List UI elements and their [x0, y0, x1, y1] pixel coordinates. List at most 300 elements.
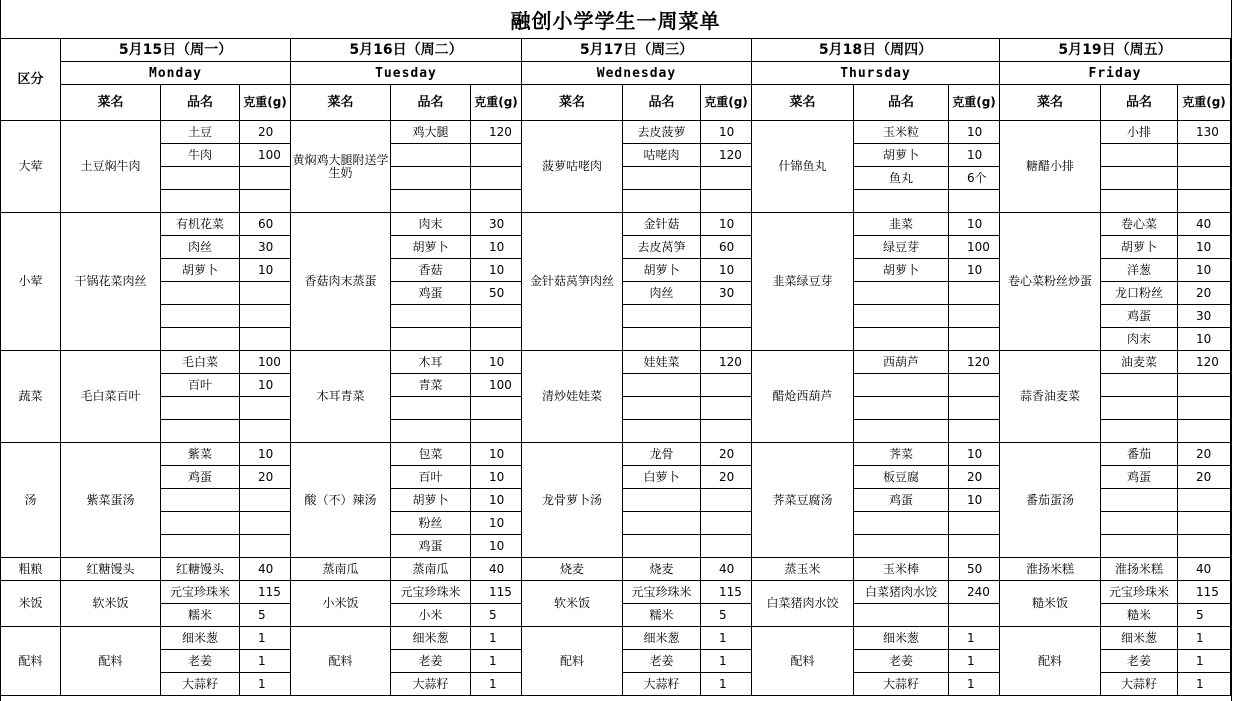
weight-cell: 10: [240, 443, 291, 466]
table-row: [1, 121, 1231, 144]
dish-name-header: 菜名: [752, 85, 854, 121]
weight-cell: [240, 535, 291, 558]
weight-cell: [240, 167, 291, 190]
weight-cell: [240, 397, 291, 420]
item-name-cell: [391, 420, 471, 443]
weight-cell: 1: [949, 673, 1000, 696]
weight-cell: 100: [949, 236, 1000, 259]
weight-cell: 40: [471, 558, 522, 581]
weight-cell: [949, 305, 1000, 328]
dish-name-cell: 酸（不）辣汤: [291, 443, 391, 558]
weight-cell: 50: [471, 282, 522, 305]
dish-name-cell: 配料: [291, 627, 391, 696]
item-name-header: 品名: [161, 85, 240, 121]
weight-cell: [471, 190, 522, 213]
item-name-cell: [161, 328, 240, 351]
item-name-cell: 肉丝: [161, 236, 240, 259]
weight-cell: 20: [1178, 282, 1231, 305]
item-name-cell: [1101, 512, 1178, 535]
item-name-cell: 木耳: [391, 351, 471, 374]
item-name-cell: [161, 420, 240, 443]
weight-cell: 40: [701, 558, 752, 581]
item-name-cell: 肉末: [1101, 328, 1178, 351]
item-name-cell: [623, 305, 701, 328]
item-name-cell: [854, 190, 949, 213]
weight-cell: 20: [240, 121, 291, 144]
weight-cell: 60: [701, 236, 752, 259]
item-name-cell: [161, 489, 240, 512]
item-name-cell: [854, 397, 949, 420]
weight-cell: 10: [1178, 236, 1231, 259]
item-name-cell: 细米葱: [854, 627, 949, 650]
item-name-cell: 土豆: [161, 121, 240, 144]
weight-cell: [1178, 167, 1231, 190]
weight-cell: 40: [240, 558, 291, 581]
weight-cell: [701, 489, 752, 512]
item-name-cell: [623, 167, 701, 190]
dish-name-cell: 干锅花菜肉丝: [61, 213, 161, 351]
weight-cell: [701, 190, 752, 213]
item-name-cell: 粉丝: [391, 512, 471, 535]
item-name-cell: 元宝珍珠米: [391, 581, 471, 604]
category-cell: 米饭: [1, 581, 61, 627]
item-name-cell: 韭菜: [854, 213, 949, 236]
item-name-cell: [623, 512, 701, 535]
weight-cell: [949, 604, 1000, 627]
item-name-cell: 绿豆芽: [854, 236, 949, 259]
weight-cell: 5: [240, 604, 291, 627]
weight-cell: 10: [1178, 259, 1231, 282]
item-name-cell: [1101, 167, 1178, 190]
weight-cell: [949, 420, 1000, 443]
weight-cell: [701, 305, 752, 328]
dish-name-header: 菜名: [1000, 85, 1101, 121]
category-cell: 大荤: [1, 121, 61, 213]
dish-name-cell: 荠菜豆腐汤: [752, 443, 854, 558]
weight-cell: 5: [471, 604, 522, 627]
dish-name-cell: 金针菇莴笋肉丝: [522, 213, 623, 351]
item-name-cell: [623, 535, 701, 558]
item-name-cell: 老姜: [854, 650, 949, 673]
weight-cell: 10: [701, 121, 752, 144]
weight-cell: 100: [240, 144, 291, 167]
item-name-cell: 胡萝卜: [854, 259, 949, 282]
category-cell: 配料: [1, 627, 61, 696]
item-name-cell: 老姜: [623, 650, 701, 673]
item-name-cell: [1101, 535, 1178, 558]
dish-name-cell: 配料: [61, 627, 161, 696]
day-date-header: 5月17日（周三）: [522, 39, 752, 62]
item-name-cell: 蒸南瓜: [391, 558, 471, 581]
weight-cell: [240, 190, 291, 213]
item-name-cell: [1101, 144, 1178, 167]
dish-name-cell: 配料: [522, 627, 623, 696]
item-name-cell: 烧麦: [623, 558, 701, 581]
weight-cell: 1: [240, 627, 291, 650]
item-name-cell: 胡萝卜: [1101, 236, 1178, 259]
weight-cell: 10: [471, 443, 522, 466]
dish-name-cell: 韭菜绿豆芽: [752, 213, 854, 351]
item-name-cell: [854, 328, 949, 351]
weight-cell: 10: [240, 374, 291, 397]
weight-cell: 120: [701, 144, 752, 167]
item-name-cell: 胡萝卜: [161, 259, 240, 282]
item-name-cell: 香菇: [391, 259, 471, 282]
item-name-cell: 板豆腐: [854, 466, 949, 489]
weight-cell: [949, 328, 1000, 351]
item-name-cell: [1101, 489, 1178, 512]
weight-cell: [1178, 397, 1231, 420]
category-cell: 粗粮: [1, 558, 61, 581]
dish-name-cell: 紫菜蛋汤: [61, 443, 161, 558]
weight-cell: 40: [1178, 558, 1231, 581]
weight-cell: 120: [471, 121, 522, 144]
weight-header: 克重(g): [240, 85, 291, 121]
item-name-cell: 鸡蛋: [1101, 305, 1178, 328]
item-name-cell: [854, 420, 949, 443]
item-name-cell: [391, 397, 471, 420]
dish-name-cell: 土豆焖牛肉: [61, 121, 161, 213]
dish-name-cell: 糙米饭: [1000, 581, 1101, 627]
item-name-cell: [391, 328, 471, 351]
category-cell: 小荤: [1, 213, 61, 351]
weight-header: 克重(g): [1178, 85, 1231, 121]
dish-name-cell: 卷心菜粉丝炒蛋: [1000, 213, 1101, 351]
item-name-cell: [161, 190, 240, 213]
item-name-cell: [623, 489, 701, 512]
item-name-cell: 元宝珍珠米: [623, 581, 701, 604]
dish-name-cell: 淮扬米糕: [1000, 558, 1101, 581]
dish-name-cell: 配料: [1000, 627, 1101, 696]
item-name-cell: [391, 144, 471, 167]
weight-cell: [471, 167, 522, 190]
weight-cell: [240, 328, 291, 351]
item-name-cell: [1101, 420, 1178, 443]
weight-cell: [1178, 512, 1231, 535]
weight-cell: 1: [240, 673, 291, 696]
weight-cell: 10: [471, 351, 522, 374]
weight-cell: 10: [701, 259, 752, 282]
weight-header: 克重(g): [949, 85, 1000, 121]
dish-name-cell: 蒸玉米: [752, 558, 854, 581]
weight-cell: 100: [240, 351, 291, 374]
item-name-cell: 鸡蛋: [391, 535, 471, 558]
weight-cell: 5: [1178, 604, 1231, 627]
item-name-cell: [854, 282, 949, 305]
weight-cell: [949, 190, 1000, 213]
weight-cell: [701, 512, 752, 535]
weight-cell: [701, 374, 752, 397]
weight-cell: 10: [471, 535, 522, 558]
weight-cell: 5: [701, 604, 752, 627]
dish-name-header: 菜名: [291, 85, 391, 121]
item-name-cell: 元宝珍珠米: [161, 581, 240, 604]
weight-cell: 115: [1178, 581, 1231, 604]
weight-cell: 240: [949, 581, 1000, 604]
dish-name-cell: 毛白菜百叶: [61, 351, 161, 443]
weight-cell: [701, 328, 752, 351]
weight-cell: 10: [949, 144, 1000, 167]
item-name-cell: [854, 374, 949, 397]
item-name-cell: 糯米: [161, 604, 240, 627]
weight-cell: 1: [949, 627, 1000, 650]
dish-name-cell: 清炒娃娃菜: [522, 351, 623, 443]
weight-cell: [240, 420, 291, 443]
dish-name-cell: 红糖馒头: [61, 558, 161, 581]
weight-cell: [1178, 489, 1231, 512]
day-date-header: 5月19日（周五）: [1000, 39, 1231, 62]
weight-cell: 1: [471, 650, 522, 673]
weight-cell: 20: [701, 443, 752, 466]
weight-cell: 120: [701, 351, 752, 374]
item-name-cell: 玉米棒: [854, 558, 949, 581]
weight-cell: [240, 305, 291, 328]
item-name-cell: 番茄: [1101, 443, 1178, 466]
weight-cell: [701, 420, 752, 443]
weight-cell: 20: [240, 466, 291, 489]
weight-cell: 6个: [949, 167, 1000, 190]
item-name-cell: 小排: [1101, 121, 1178, 144]
item-name-cell: 胡萝卜: [854, 144, 949, 167]
item-name-cell: 娃娃菜: [623, 351, 701, 374]
weight-cell: 1: [701, 650, 752, 673]
weight-cell: 30: [471, 213, 522, 236]
weight-cell: 1: [949, 650, 1000, 673]
item-name-cell: 荠菜: [854, 443, 949, 466]
item-name-cell: 糙米: [1101, 604, 1178, 627]
item-name-cell: 肉丝: [623, 282, 701, 305]
day-date-header: 5月16日（周二）: [291, 39, 522, 62]
weight-cell: 1: [701, 627, 752, 650]
item-name-cell: [623, 328, 701, 351]
weight-cell: [1178, 144, 1231, 167]
item-name-header: 品名: [623, 85, 701, 121]
day-english-header: Thursday: [752, 62, 1000, 85]
item-name-cell: 青菜: [391, 374, 471, 397]
dish-name-cell: 菠萝咕咾肉: [522, 121, 623, 213]
item-name-cell: 鱼丸: [854, 167, 949, 190]
item-name-cell: 细米葱: [1101, 627, 1178, 650]
item-name-cell: [1101, 190, 1178, 213]
item-name-cell: [623, 420, 701, 443]
item-name-cell: 鸡蛋: [161, 466, 240, 489]
item-name-cell: 肉末: [391, 213, 471, 236]
weight-cell: 10: [471, 466, 522, 489]
weight-cell: [471, 420, 522, 443]
weight-cell: [471, 397, 522, 420]
weight-cell: 10: [471, 489, 522, 512]
item-name-cell: 去皮菠萝: [623, 121, 701, 144]
weight-cell: 120: [949, 351, 1000, 374]
item-name-cell: [391, 167, 471, 190]
day-english-header: Tuesday: [291, 62, 522, 85]
item-name-cell: 鸡蛋: [1101, 466, 1178, 489]
table-row: [1, 443, 1231, 466]
item-name-cell: 西葫芦: [854, 351, 949, 374]
item-name-cell: [161, 282, 240, 305]
item-name-cell: 咕咾肉: [623, 144, 701, 167]
item-name-cell: 红糖馒头: [161, 558, 240, 581]
item-name-cell: 小米: [391, 604, 471, 627]
weight-cell: [701, 167, 752, 190]
item-name-cell: 细米葱: [623, 627, 701, 650]
item-name-cell: 老姜: [391, 650, 471, 673]
item-name-cell: 老姜: [1101, 650, 1178, 673]
item-name-cell: [161, 167, 240, 190]
item-name-cell: 洋葱: [1101, 259, 1178, 282]
sheet-right-border: [1231, 0, 1232, 701]
weight-cell: 60: [240, 213, 291, 236]
weekly-menu-table: [0, 38, 1231, 696]
dish-name-cell: 番茄蛋汤: [1000, 443, 1101, 558]
weight-cell: 20: [1178, 466, 1231, 489]
weight-cell: 10: [471, 236, 522, 259]
category-cell: 蔬菜: [1, 351, 61, 443]
item-name-cell: [854, 512, 949, 535]
item-name-cell: [1101, 374, 1178, 397]
item-name-cell: 鸡蛋: [854, 489, 949, 512]
weight-cell: 20: [701, 466, 752, 489]
item-name-cell: 胡萝卜: [623, 259, 701, 282]
weight-header: 克重(g): [471, 85, 522, 121]
weight-cell: [949, 282, 1000, 305]
item-name-cell: 紫菜: [161, 443, 240, 466]
weight-cell: 30: [240, 236, 291, 259]
item-name-cell: 淮扬米糕: [1101, 558, 1178, 581]
weight-cell: [949, 512, 1000, 535]
dish-name-cell: 香菇肉末蒸蛋: [291, 213, 391, 351]
category-cell: 汤: [1, 443, 61, 558]
item-name-cell: 大蒜籽: [623, 673, 701, 696]
item-name-cell: [854, 305, 949, 328]
weight-cell: [471, 305, 522, 328]
item-name-cell: 糯米: [623, 604, 701, 627]
dish-name-header: 菜名: [61, 85, 161, 121]
dish-name-cell: 软米饭: [61, 581, 161, 627]
item-name-cell: 细米葱: [161, 627, 240, 650]
weight-cell: [471, 328, 522, 351]
weight-cell: [240, 282, 291, 305]
item-name-cell: 油麦菜: [1101, 351, 1178, 374]
table-row: [1, 213, 1231, 236]
weight-cell: 130: [1178, 121, 1231, 144]
dish-name-cell: 龙骨萝卜汤: [522, 443, 623, 558]
item-name-cell: 鸡蛋: [391, 282, 471, 305]
weight-cell: [949, 374, 1000, 397]
dish-name-cell: 醋炝西葫芦: [752, 351, 854, 443]
page-title: 融创小学学生一周菜单: [510, 8, 721, 33]
weight-cell: [949, 397, 1000, 420]
item-name-cell: 百叶: [161, 374, 240, 397]
item-name-cell: [161, 512, 240, 535]
weight-cell: 1: [471, 673, 522, 696]
item-name-cell: 包菜: [391, 443, 471, 466]
table-row: [1, 627, 1231, 650]
item-name-cell: 胡萝卜: [391, 236, 471, 259]
item-name-cell: 卷心菜: [1101, 213, 1178, 236]
item-name-cell: 百叶: [391, 466, 471, 489]
weight-cell: 115: [701, 581, 752, 604]
item-name-cell: 鸡大腿: [391, 121, 471, 144]
item-name-cell: 大蒜籽: [391, 673, 471, 696]
dish-name-header: 菜名: [522, 85, 623, 121]
item-name-cell: [161, 305, 240, 328]
weight-cell: 10: [949, 121, 1000, 144]
item-name-cell: 白菜猪肉水饺: [854, 581, 949, 604]
day-english-header: Friday: [1000, 62, 1231, 85]
weight-cell: 1: [240, 650, 291, 673]
item-name-cell: 细米葱: [391, 627, 471, 650]
weight-cell: [701, 535, 752, 558]
day-english-header: Wednesday: [522, 62, 752, 85]
weight-cell: 10: [471, 259, 522, 282]
item-name-cell: [623, 374, 701, 397]
weight-cell: 1: [1178, 673, 1231, 696]
item-name-header: 品名: [391, 85, 471, 121]
weight-cell: [471, 144, 522, 167]
item-name-header: 品名: [854, 85, 949, 121]
weight-cell: 30: [1178, 305, 1231, 328]
table-row: [1, 558, 1231, 581]
item-name-cell: 毛白菜: [161, 351, 240, 374]
table-row: [1, 581, 1231, 604]
item-name-cell: 玉米粒: [854, 121, 949, 144]
weight-cell: [1178, 374, 1231, 397]
weight-cell: 10: [471, 512, 522, 535]
category-header: 区分: [1, 39, 61, 121]
weight-cell: [1178, 535, 1231, 558]
weight-cell: 100: [471, 374, 522, 397]
weight-cell: 115: [471, 581, 522, 604]
weight-cell: 10: [949, 213, 1000, 236]
weight-cell: 10: [949, 259, 1000, 282]
weight-cell: 10: [240, 259, 291, 282]
item-name-cell: [623, 190, 701, 213]
weight-cell: 1: [471, 627, 522, 650]
day-date-header: 5月18日（周四）: [752, 39, 1000, 62]
weight-cell: 10: [1178, 328, 1231, 351]
item-name-cell: 龙骨: [623, 443, 701, 466]
weight-cell: [240, 489, 291, 512]
dish-name-cell: 什锦鱼丸: [752, 121, 854, 213]
item-name-cell: 元宝珍珠米: [1101, 581, 1178, 604]
item-name-cell: [161, 397, 240, 420]
item-name-cell: 老姜: [161, 650, 240, 673]
weight-cell: 30: [701, 282, 752, 305]
item-name-cell: 有机花菜: [161, 213, 240, 236]
weight-cell: 10: [949, 489, 1000, 512]
weight-cell: 20: [949, 466, 1000, 489]
item-name-cell: 大蒜籽: [854, 673, 949, 696]
weight-cell: [949, 535, 1000, 558]
weight-cell: [240, 512, 291, 535]
dish-name-cell: 小米饭: [291, 581, 391, 627]
dish-name-cell: 蒜香油麦菜: [1000, 351, 1101, 443]
dish-name-cell: 白菜猪肉水饺: [752, 581, 854, 627]
item-name-cell: [161, 535, 240, 558]
item-name-cell: [391, 190, 471, 213]
weight-cell: 10: [949, 443, 1000, 466]
item-name-cell: [1101, 397, 1178, 420]
item-name-header: 品名: [1101, 85, 1178, 121]
weight-cell: 1: [701, 673, 752, 696]
weight-header: 克重(g): [701, 85, 752, 121]
day-english-header: Monday: [61, 62, 291, 85]
weight-cell: 50: [949, 558, 1000, 581]
weight-cell: [701, 397, 752, 420]
weight-cell: 115: [240, 581, 291, 604]
item-name-cell: [854, 604, 949, 627]
